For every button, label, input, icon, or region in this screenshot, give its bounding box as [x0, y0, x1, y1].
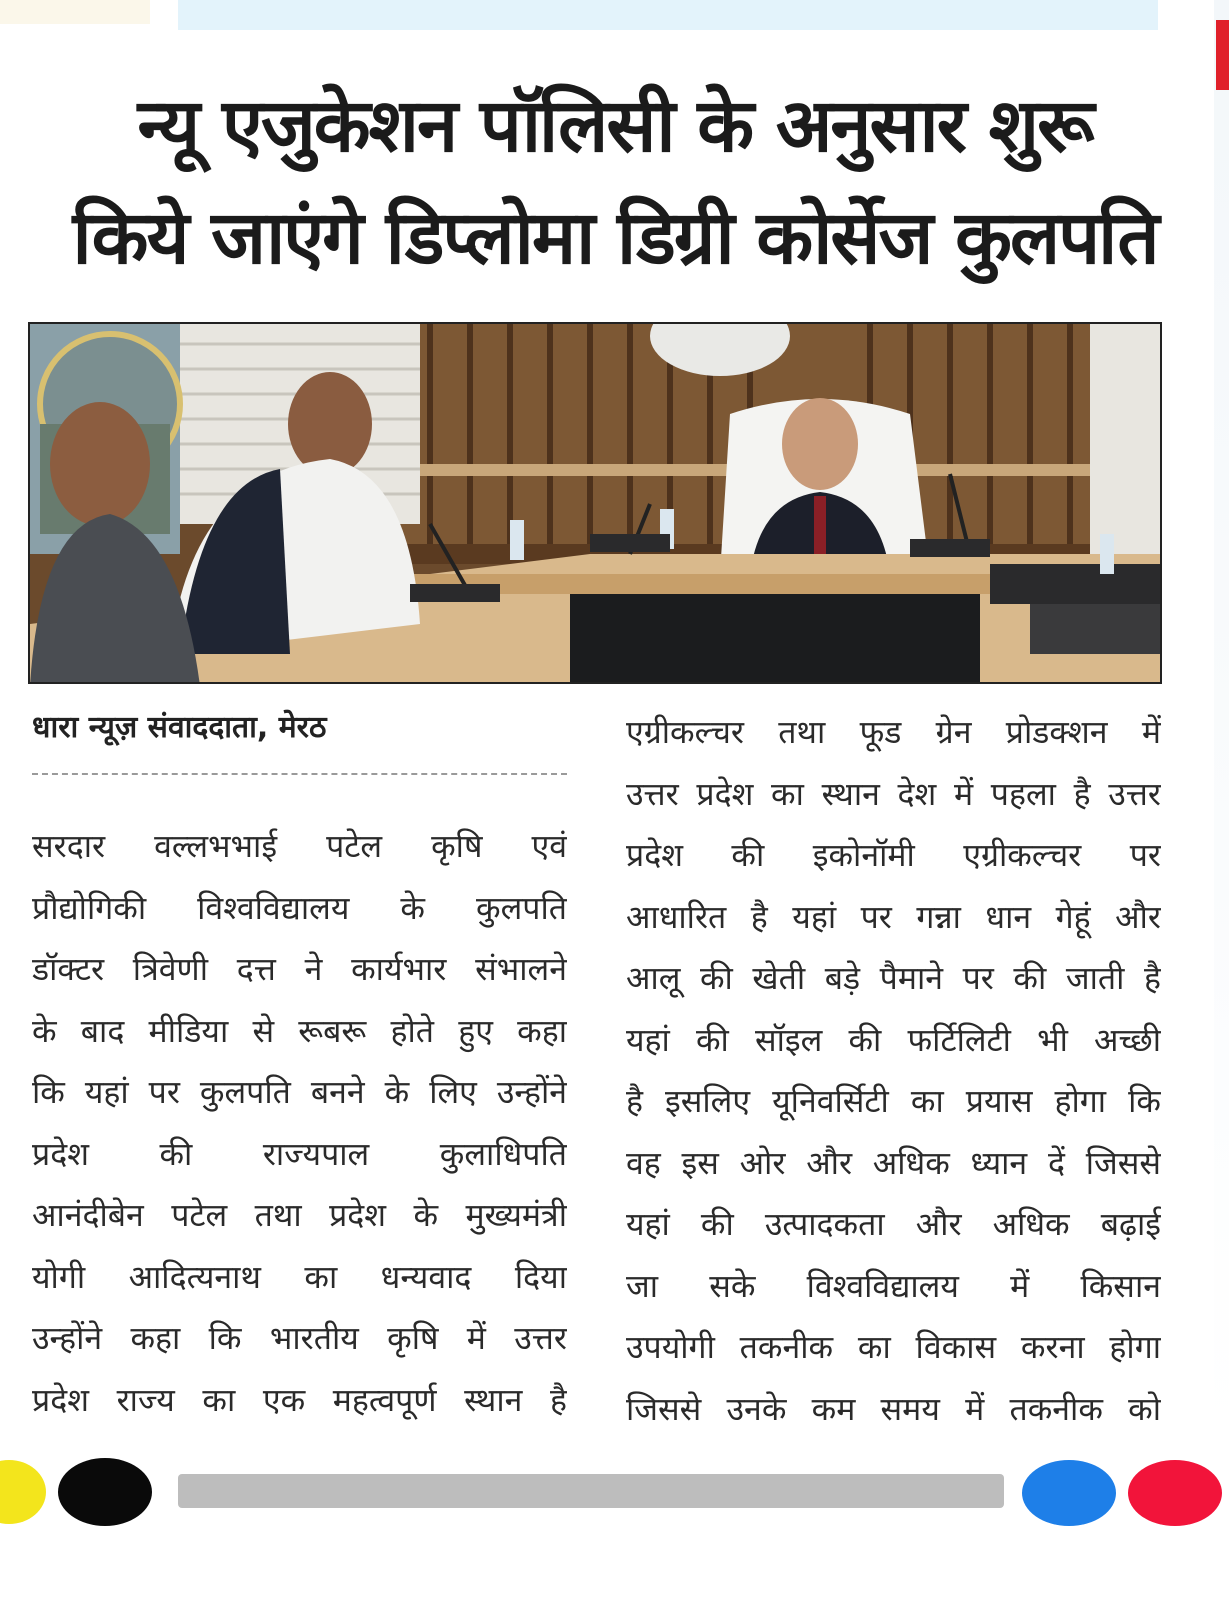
headline-line-2: किये जाएंगे डिप्लोमा डिग्री कोर्सेज कुलपति: [72, 195, 1158, 281]
article-line: एग्रीकल्चर तथा फूड ग्रेन प्रोडक्शन में: [626, 713, 1161, 751]
article-line: जा सके विश्वविद्यालय में किसान: [626, 1266, 1161, 1305]
byline-divider: [32, 773, 567, 775]
article-line: जिससे उनके कम समय में तकनीक को: [626, 1389, 1161, 1428]
article-line: यहां की उत्पादकता और अधिक बढ़ाई: [626, 1205, 1161, 1243]
article-line: के बाद मीडिया से रूबरू होते हुए कहा: [32, 1011, 567, 1050]
header-band: [178, 0, 1158, 30]
headline-line-1: न्यू एजुकेशन पॉलिसी के अनुसार शुरू: [137, 83, 1093, 169]
article-line: डॉक्टर त्रिवेणी दत्त ने कार्यभार संभालने: [32, 950, 567, 988]
article-line: आनंदीबेन पटेल तथा प्रदेश के मुख्यमंत्री: [32, 1196, 567, 1234]
byline: धारा न्यूज़ संवाददाता, मेरठ: [32, 710, 327, 745]
article-line: है इसलिए यूनिवर्सिटी का प्रयास होगा कि: [626, 1082, 1161, 1120]
adjacent-page-red-mark: [1216, 20, 1229, 90]
article-line: प्रदेश की इकोनॉमी एग्रीकल्चर पर: [626, 836, 1161, 874]
registration-mark-black: [58, 1458, 152, 1526]
article-line: आलू की खेती बड़े पैमाने पर की जाती है: [626, 959, 1161, 997]
article-line: आधारित है यहां पर गन्ना धान गेहूं और: [626, 897, 1161, 936]
registration-mark-red: [1128, 1460, 1222, 1526]
article-line: यहां की सॉइल की फर्टिलिटी भी अच्छी: [626, 1020, 1161, 1059]
article-line: उन्होंने कहा कि भारतीय कृषि में उत्तर: [32, 1319, 567, 1357]
article-line: कि यहां पर कुलपति बनने के लिए उन्होंने: [32, 1073, 567, 1111]
registration-mark-blue: [1022, 1460, 1116, 1526]
article-line: योगी आदित्यनाथ का धन्यवाद दिया: [32, 1257, 567, 1296]
registration-gray-bar: [178, 1474, 1004, 1508]
headline: [30, 70, 1200, 294]
top-left-tint: [0, 0, 150, 24]
meeting-photo: [28, 322, 1162, 684]
article-line: प्रदेश राज्य का एक महत्वपूर्ण स्थान है: [32, 1380, 567, 1419]
meeting-photo-illustration: [30, 324, 1162, 684]
article-line: उपयोगी तकनीक का विकास करना होगा: [626, 1328, 1161, 1366]
article-left-column: [32, 816, 567, 1431]
adjacent-page-edge: [1214, 0, 1229, 1440]
article-line: वह इस ओर और अधिक ध्यान दें जिससे: [626, 1143, 1161, 1182]
article-right-column: [626, 702, 1161, 1440]
article-line: प्रौद्योगिकी विश्वविद्यालय के कुलपति: [32, 888, 567, 927]
registration-mark-yellow: [0, 1460, 46, 1524]
article-line: प्रदेश की राज्यपाल कुलाधिपति: [32, 1134, 567, 1173]
article-line: सरदार वल्लभभाई पटेल कृषि एवं: [32, 827, 567, 865]
article-line: उत्तर प्रदेश का स्थान देश में पहला है उत्तर: [626, 774, 1161, 813]
